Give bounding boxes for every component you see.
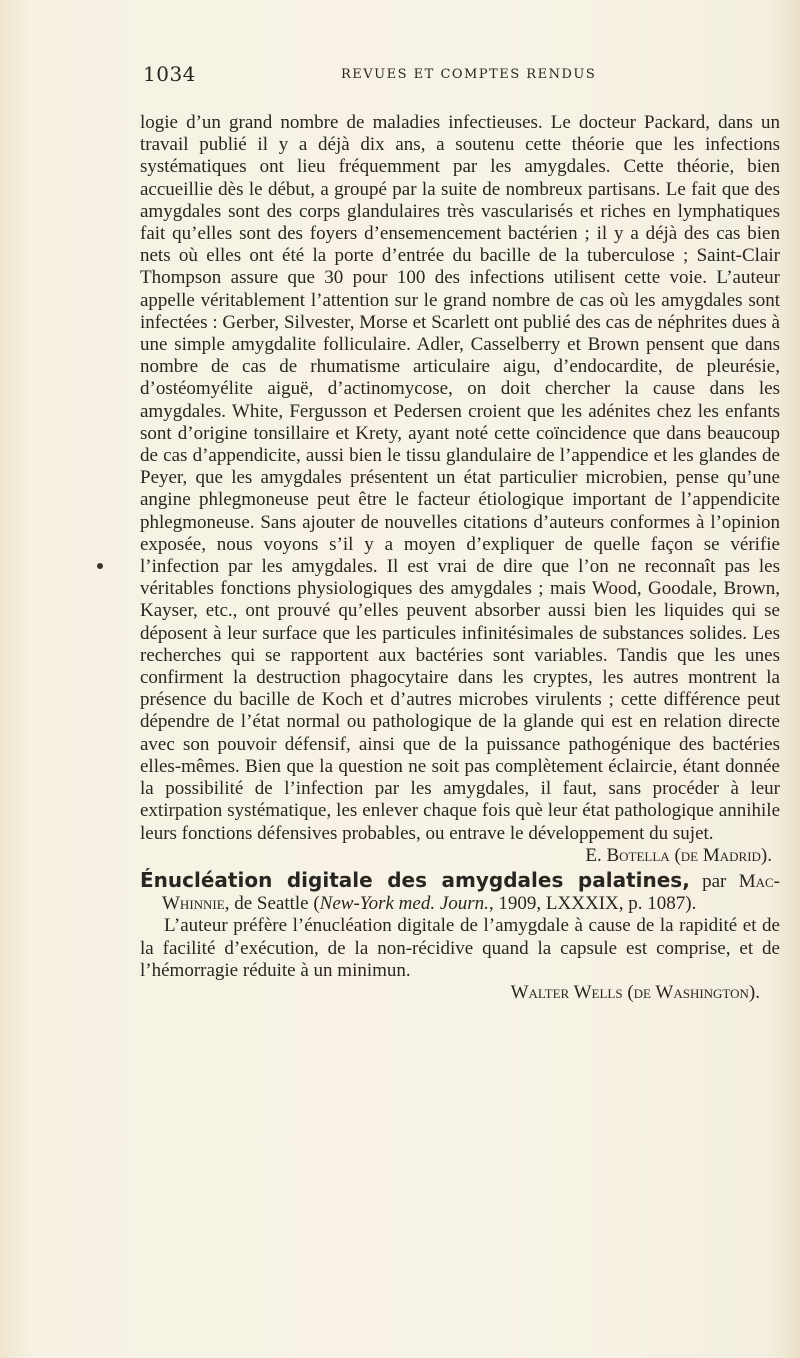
page-body bbox=[140, 112, 780, 1004]
article2-signature: Walter Wells (de Washington). bbox=[510, 981, 760, 1003]
article2-citation-pre: , de Seattle ( bbox=[224, 893, 320, 915]
article2-citation-post: , 1909, LXXXIX, p. 1087). bbox=[488, 893, 697, 915]
article2-title: Énucléation digitale des amygdales palatines, bbox=[140, 867, 690, 892]
article1-body: logie d’un grand nombre de maladies infectieuses. Le docteur Packard, dans un travail publié il y a déjà dix ans, a soutenu cette théorie que les infections systématiques ont lieu fréquemment par les amygdales. Cette théorie, bien accueillie dès le début, a groupé par la suite de nombreux partisans. Le fait que des amygdales sont des corps glandulaires très vascularisés et riches en lymphatiques fait qu’elles sont des foyers d’ensemencement bactérien ; il y a déjà des cas bien nets où elles ont été la porte d’entrée du bacille de la tuberculose ; Saint-Clair Thompson assure que 30 pour 100 des infections utilisent cette voie. L’auteur appelle véritablement l’attention sur le grand nombre de cas où les amygdales sont infectées : Gerber, Silvester, Morse et Scarlett ont publié des cas de néphrites dues à une simple amygdalite folliculaire. Adler, Casselberry et Brown pensent que dans nombre de cas de rhumatisme articulaire aigu, d’endocardite, de pleurésie, d’ostéomyélite aiguë, d’actinomycose, on doit chercher la cause dans les amygdales. White, Fergusson et Pedersen croient que les adénites chez les enfants sont d’origine tonsillaire et Krety, ayant noté cette coïncidence que dans beaucoup de cas d’appendicite, aussi bien le tissu glandulaire de l’appendice et les glandes de Peyer, que les amygdales présentent un état particulier microbien, pense qu’une angine phlegmoneuse peut être le facteur étiologique important de l’appendicite phlegmoneuse. Sans ajouter de nouvelles citations d’auteurs conformes à l’opinion exposée, nous voyons s’il y a moyen d’expliquer de quelle façon se vérifie l’infection par les amygdales. Il est vrai de dire que l’on ne reconnaît pas les véritables fonctions physiologiques des amygdales ; mais Wood, Goodale, Brown, Kayser, etc., ont prouvé qu’elles peuvent absorber aussi bien les liquides qui se déposent à leur surface que les particules infinitésimales de substances solides. Les recherches qui se rapportent aux bactéries sont variables. Tandis que les unes confirment la destruction phagocytaire dans les cryptes, les autres montrent la présence du bacille de Koch et d’autres microbes virulents ; cette différence peut dépendre de l’état normal ou pathologique de la glande qui est en relation directe avec son pouvoir défensif, ainsi que de la puissance pathogénique des bactéries elles-mêmes. Bien que la question ne soit pas complètement éclaircie, étant donnée la possibilité de l’infection par les amygdales, il faut, sans procéder à leur extirpation systématique, les enlever chaque fois què leur état pathologique annihile leurs fonctions défensives probables, ou entrave le développement du sujet. bbox=[140, 112, 780, 844]
journal-title: REVUES ET COMPTES RENDUS bbox=[341, 67, 597, 82]
article2-body: L’auteur préfère l’énucléation digitale de l’amygdale à cause de la rapidité et de la facilité d’exécution, de la non-récidive quand la capsule est comprise, et de l’hémorragie réduite à un minimun. bbox=[140, 915, 780, 981]
page-number: 1034 bbox=[143, 62, 196, 86]
margin-mark bbox=[97, 563, 103, 569]
article1-signature: E. Botella (de Madrid). bbox=[585, 844, 772, 866]
article2-heading bbox=[140, 869, 780, 915]
article2-citation-journal: New-York med. Journ. bbox=[319, 893, 489, 915]
article2-author-prefix: par bbox=[689, 870, 739, 892]
article2-author: Mac-Whinnie bbox=[162, 870, 780, 915]
running-head bbox=[143, 62, 703, 86]
